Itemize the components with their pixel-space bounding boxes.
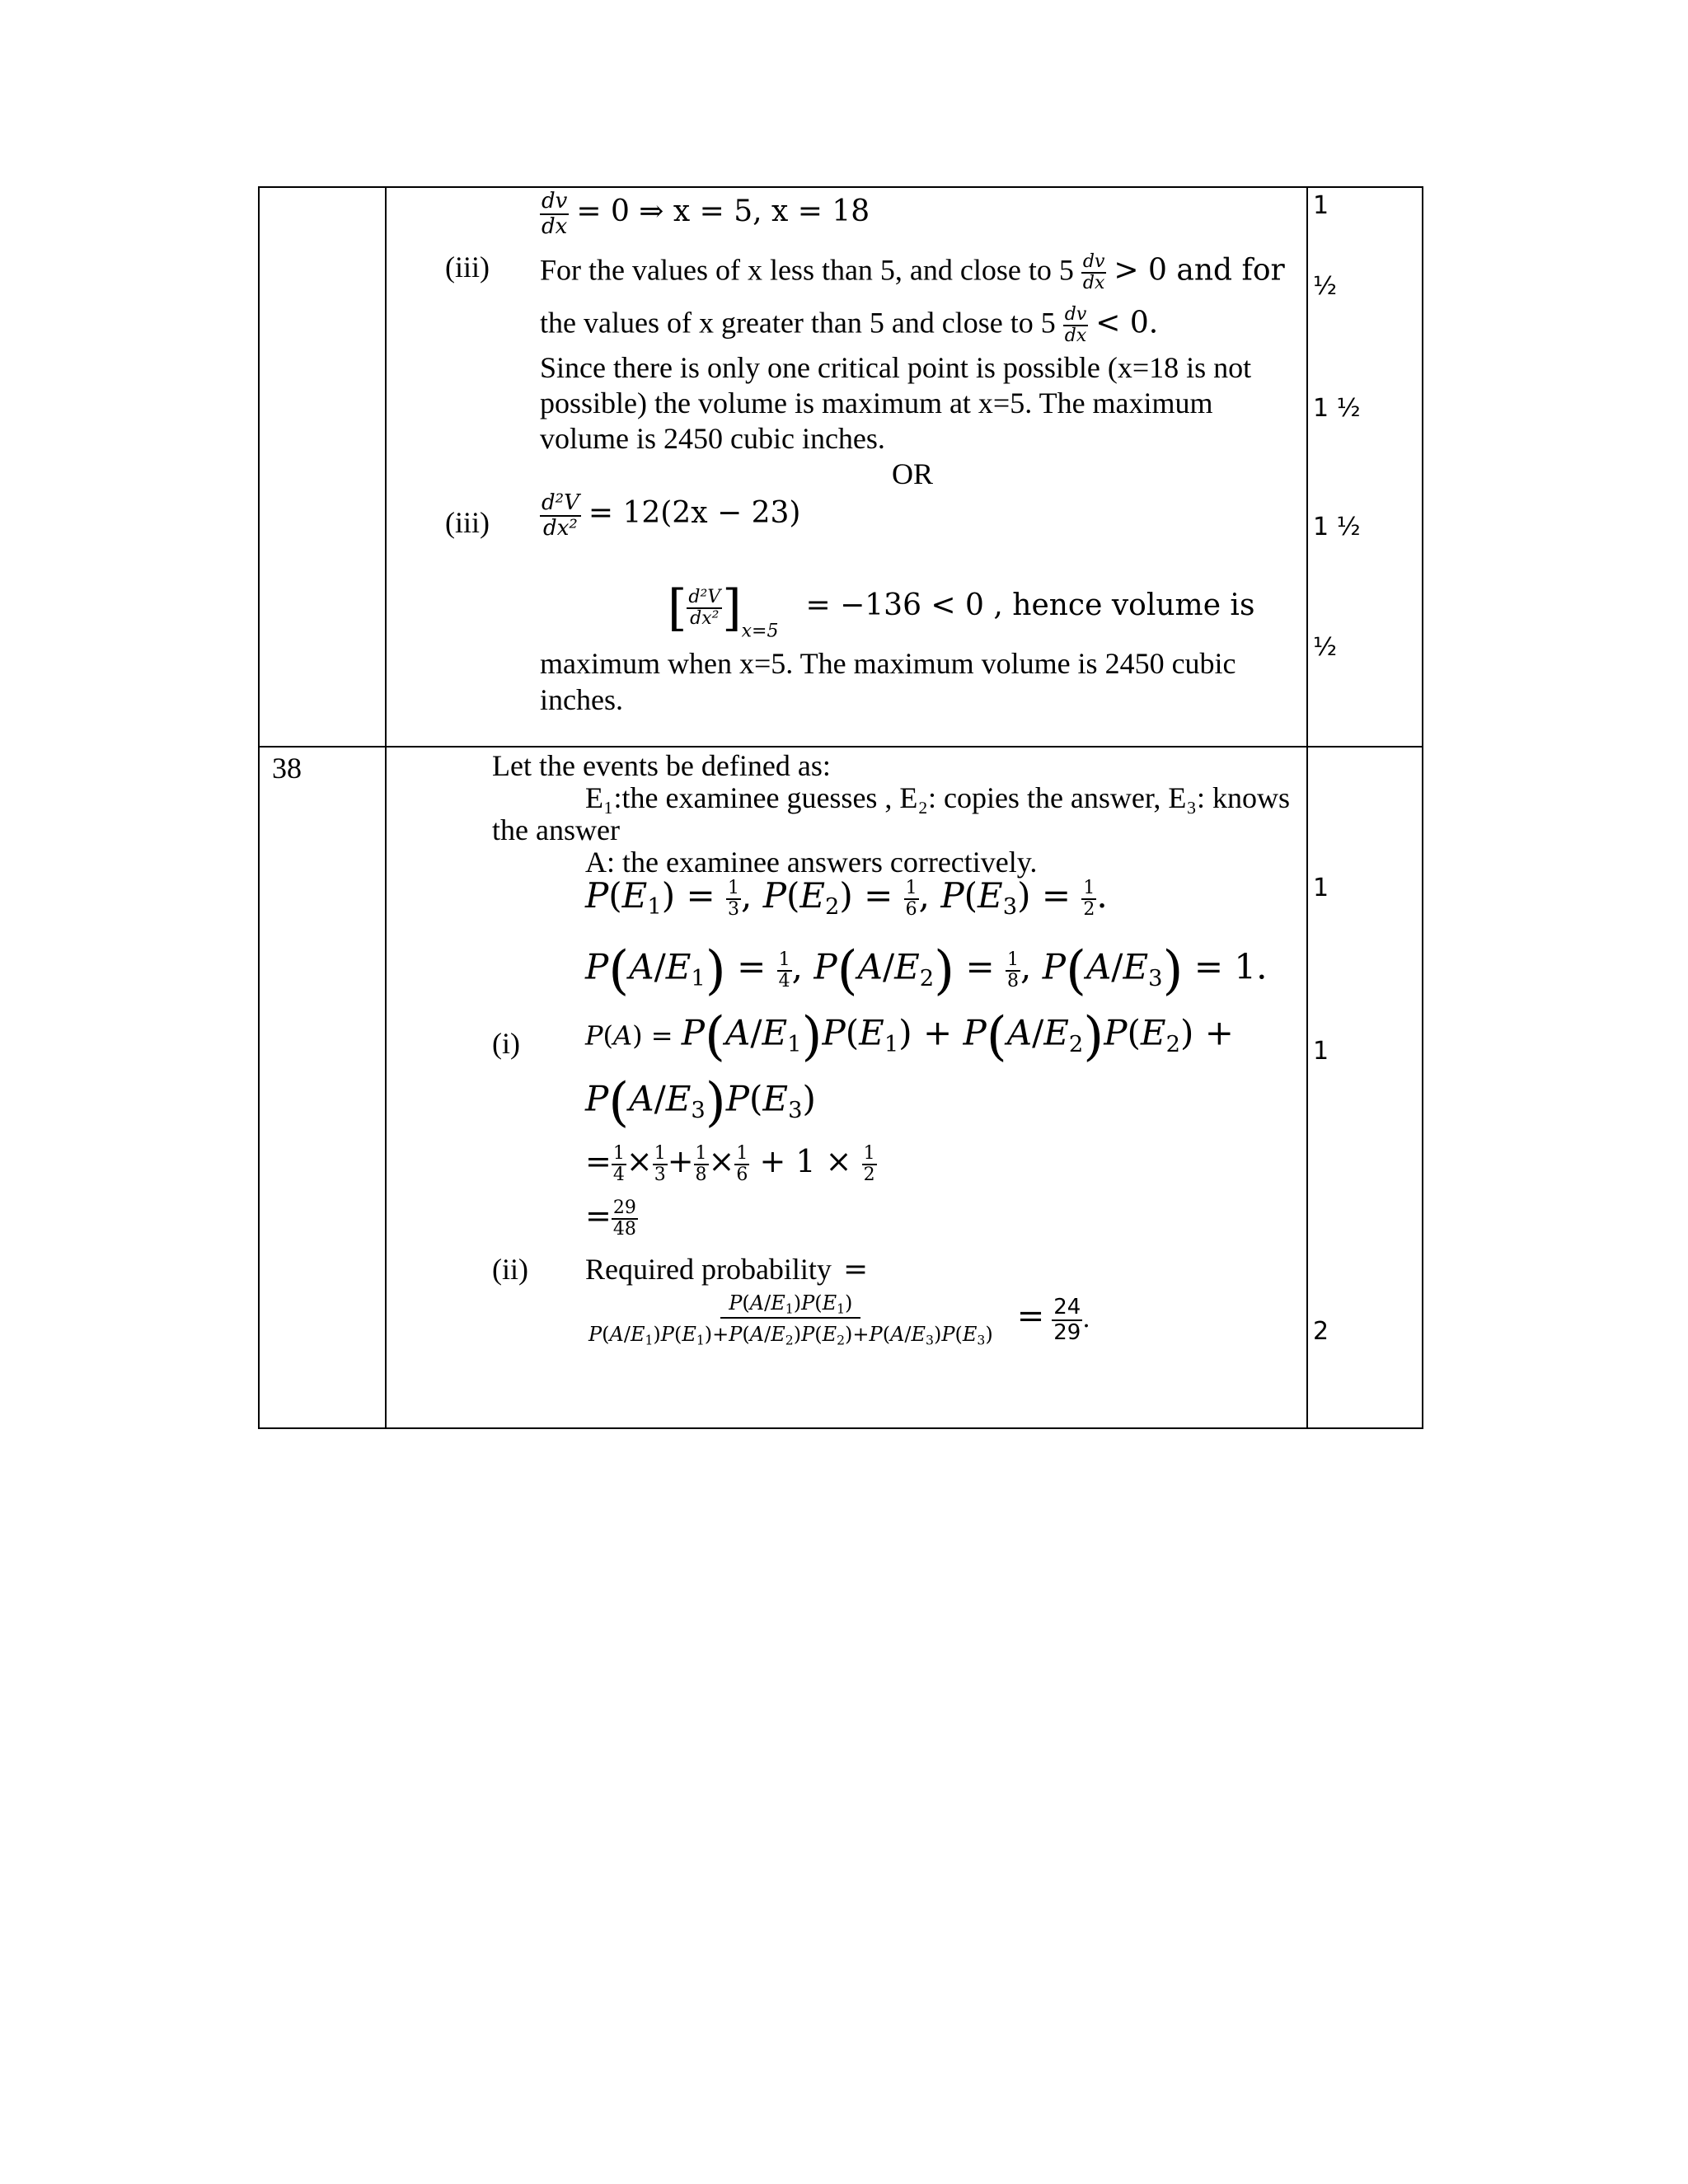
or-separator: OR	[892, 457, 934, 490]
part-label-ii: (ii)	[492, 1253, 528, 1286]
part-label-iii: (iii)	[445, 506, 490, 539]
text-line: possible) the volume is maximum at x=5. The maximum	[540, 387, 1213, 419]
marks-value: 1 ½	[1313, 394, 1361, 423]
required-probability-label: Required probability =	[585, 1253, 869, 1286]
dvdx-equation: $\frac{dv}{dx}$ = 0 ⇒ x = 5, x = 18	[542, 189, 870, 239]
conditional-probabilities: $P(A/E_1)$ = $\frac{1}{4}$ , $P(A/E_2)$ = $\frac{1}{8}$ , $P(A/E_3) = 1$.	[585, 940, 1268, 1001]
text-line: the answer	[492, 813, 620, 846]
marks-value: 1	[1313, 191, 1329, 220]
marks-value: 1	[1313, 874, 1329, 902]
second-derivative-evaluation: [ $\frac{\text{d²V}}{\text{dx²}}$ ]$_{x=5} = -136 < 0$ , hence volume is	[668, 579, 1255, 642]
substitution-step: = $\frac{1}{4}$ × $\frac{1}{3}$ + $\frac{1}{8}$ × $\frac{1}{6}$ + 1 × $\frac{1}{2}$	[585, 1142, 875, 1186]
marks-value: ½	[1313, 272, 1338, 301]
text-line: A: the examinee answers correctively.	[585, 846, 1038, 879]
text-line: Since there is only one critical point is possible (x=18 is not	[540, 351, 1252, 384]
marks-value: 1 ½	[1313, 513, 1361, 541]
text-line: maximum when x=5. The maximum volume is 2450 cubic	[540, 647, 1236, 680]
bayes-formula: $\frac{P(A/E_1)P(E_1)}{P(A/E_1)P(E_1)+P(A/E_2)P(E_2)+P(A/E_3)P(E_3)}$ = $\frac{24}{29}$ .	[588, 1291, 1090, 1348]
marks-value: ½	[1313, 633, 1338, 662]
text-line: volume is 2450 cubic inches.	[540, 422, 885, 455]
marks-value: 2	[1313, 1317, 1329, 1346]
text-line: Let the events be defined as:	[492, 749, 831, 782]
part-label-i: (i)	[492, 1027, 520, 1060]
total-probability-formula: $P(A) = P(A/E_1)P(E_1) + P(A/E_2)P(E_2)$ +	[585, 1006, 1234, 1067]
prior-probabilities: $P(E_1)$ = $\frac{1}{3}$ , $P(E_2)$ = $\frac{1}{6}$ , $P(E_3)$ = $\frac{1}{2}$ .	[585, 875, 1108, 921]
column-divider-number	[385, 186, 387, 1429]
second-derivative-equation: $\frac{\text{d²V}}{\text{dx²}}$ = 12(2x − 23)	[542, 490, 801, 541]
column-divider-marks	[1306, 186, 1308, 1429]
text-line: inches.	[540, 683, 623, 716]
text-line: E₁:the examinee guesses , E₂: copies the answer, E₃: knows	[585, 781, 1290, 814]
marks-value: 1	[1313, 1037, 1329, 1066]
text-line: For the values of x less than 5, and close to 5 $\frac{dv}{dx}$ > 0 and for	[540, 251, 1285, 294]
total-probability-formula-cont: $P(A/E_3)P(E_3)$	[585, 1072, 816, 1133]
row-divider	[258, 746, 1423, 748]
question-number: 38	[272, 752, 302, 785]
text-line: the values of x greater than 5 and close to 5 $\frac{dv}{dx}$ < 0.	[540, 304, 1159, 347]
part-label-iii: (iii)	[445, 251, 490, 284]
result-step: = $\frac{29}{48}$	[585, 1197, 636, 1240]
